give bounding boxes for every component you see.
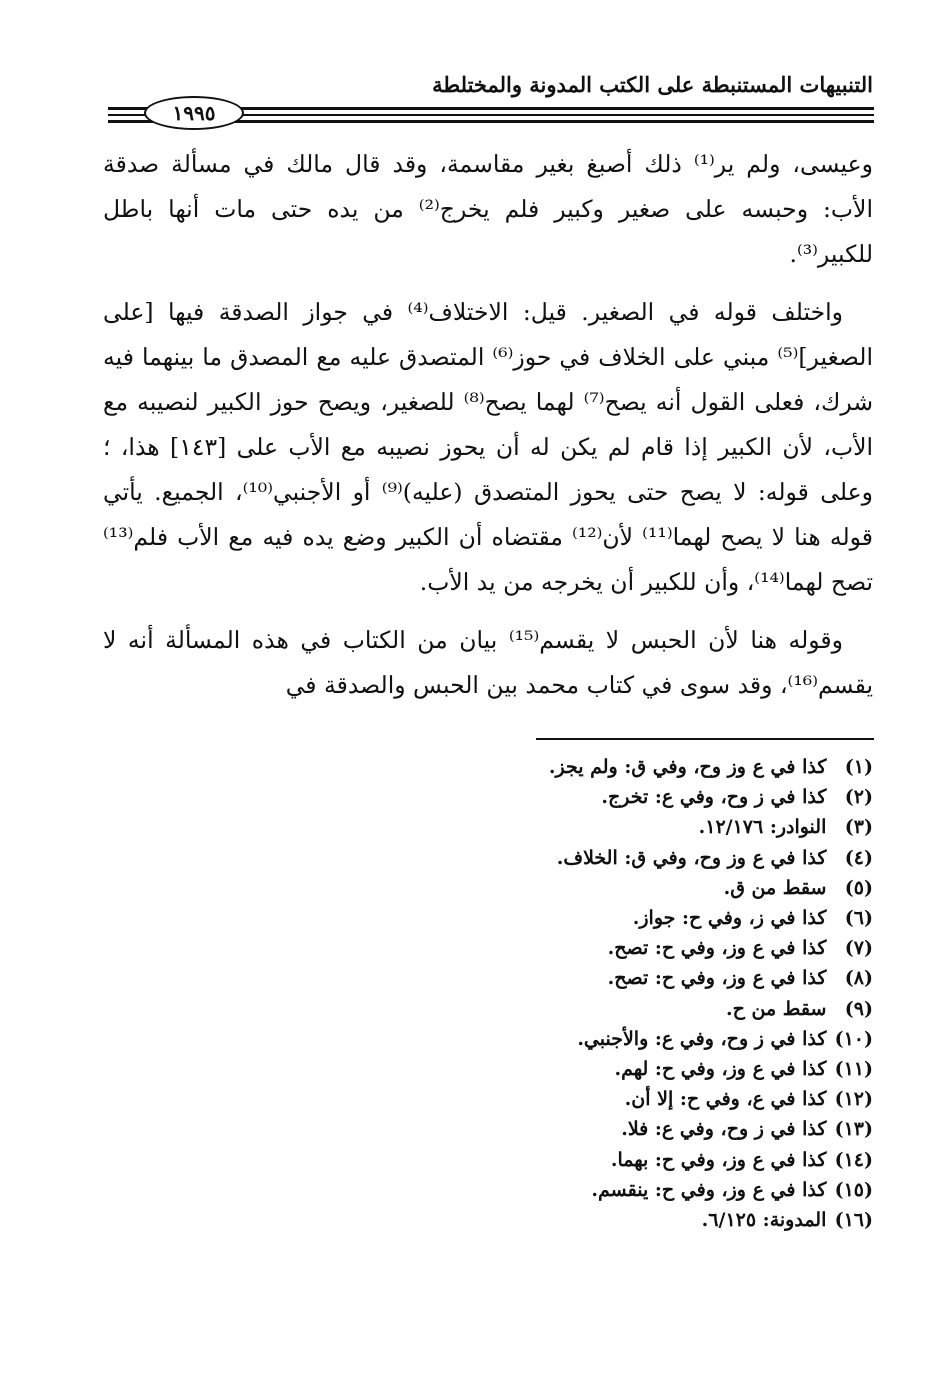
footnote-number: (١٠) — [834, 1027, 873, 1050]
footnote-text: كذا في ز وح، وفي ع: تخرج. — [601, 786, 827, 809]
footnote — [353, 903, 873, 933]
footnote-text: كذا في ز وح، وفي ع: فلا. — [621, 1118, 827, 1141]
footnote-number: (١٥) — [834, 1178, 873, 1201]
footnote-number: (١٦) — [834, 1209, 873, 1232]
footnote-number: (٥) — [844, 876, 873, 899]
running-title: التنبيهات المستنبطة على الكتب المدونة والمختلطة — [432, 72, 873, 97]
footnote — [353, 873, 873, 903]
footnote-text: كذا في ع وز، وفي ح: بهما. — [610, 1148, 827, 1171]
footnote-text: كذا في ع وز، وفي ح: تصح. — [607, 967, 827, 990]
footnote-text: كذا في ع، وفي ح: إلا أن. — [624, 1088, 827, 1111]
body-text — [103, 142, 873, 721]
footnote — [353, 1145, 873, 1175]
footnote-number: (١٤) — [834, 1148, 873, 1171]
footnote-text: كذا في ع وز، وفي ح: تصح. — [607, 937, 827, 960]
footnote — [353, 963, 873, 993]
footnote-text: المدونة: ٦/١٢٥. — [701, 1209, 827, 1232]
footnote-number: (٤) — [844, 846, 873, 869]
footnote-text: سقط من ح. — [726, 997, 827, 1020]
footnote-number: (١١) — [834, 1058, 873, 1081]
footnote-number: (٨) — [844, 967, 873, 990]
footnote — [353, 812, 873, 842]
footnote-text: كذا في ع وز وح، وفي ق: ولم يجز. — [548, 756, 827, 778]
footnote — [353, 1084, 873, 1114]
footnote — [353, 782, 873, 812]
paragraph: واختلف قوله في الصغير. قيل: الاختلاف⁽⁴⁾ في جواز الصدقة فيها [على الصغير]⁽⁵⁾ مبني على الخلاف في حوز⁽⁶⁾ المتصدق عليه مع المصدق ما بينهما فيه شرك، فعلى القول أنه يصح⁽⁷⁾ لهما يصح⁽⁸⁾ للصغير، ويصح حوز الكبير لنصيبه مع الأب، لأن الكبير إذا قام لم يكن له أن يحوز نصيبه مع الأب على [١٤٣] هذا، ؛ وعلى قوله: لا يصح حتى يحوز المتصدق (عليه)⁽⁹⁾ أو الأجنبي⁽¹⁰⁾، الجميع. يأتي قوله هنا لا يصح لهما⁽¹¹⁾ لأن⁽¹²⁾ مقتضاه أن الكبير وضع يده فيه مع الأب فلم⁽¹³⁾ تصح لهما⁽¹⁴⁾، وأن للكبير أن يخرجه من يد الأب. — [103, 298, 874, 596]
footnotes-list — [353, 752, 873, 1235]
footnote-text: سقط من ق. — [723, 876, 827, 899]
footnote-number: (١) — [844, 756, 873, 778]
footnote — [353, 752, 873, 782]
paragraph: وعيسى، ولم ير⁽¹⁾ ذلك أصبغ بغير مقاسمة، وقد قال مالك في مسألة صدقة الأب: وحبسه على صغير وكبير فلم يخرج⁽²⁾ من يده حتى مات أنها باطل للكبير⁽³⁾. — [103, 150, 873, 268]
footnote-text: النوادر: ١٢/١٧٦. — [698, 816, 827, 839]
footnote — [353, 843, 873, 873]
footnote-text: كذا في ع وز وح، وفي ق: الخلاف. — [556, 846, 827, 869]
footnote-number: (٣) — [844, 816, 873, 839]
footnote — [353, 1175, 873, 1205]
footnote — [353, 994, 873, 1024]
footnote-number: (١٢) — [834, 1088, 873, 1111]
footnote-number: (٧) — [844, 937, 873, 960]
footnote-number: (٩) — [844, 997, 873, 1020]
footnote-text: كذا في ز وح، وفي ع: والأجنبي. — [577, 1027, 827, 1050]
footnote-number: (٦) — [844, 907, 873, 930]
footnote — [353, 1054, 873, 1084]
footnote — [353, 1205, 873, 1235]
footnote-text: كذا في ز، وفي ح: جواز. — [632, 907, 827, 930]
footnote — [353, 933, 873, 963]
footnote-text: كذا في ع وز، وفي ح: ينقسم. — [591, 1178, 827, 1201]
footnote-separator — [536, 738, 874, 740]
footnote-text: كذا في ع وز، وفي ح: لهم. — [614, 1058, 827, 1081]
footnote-number: (٢) — [844, 786, 873, 809]
footnote — [353, 1024, 873, 1054]
page-number: ١٩٩٥ — [144, 96, 244, 130]
footnote-number: (١٣) — [834, 1118, 873, 1141]
footnote — [353, 1114, 873, 1144]
paragraph: وقوله هنا لأن الحبس لا يقسم⁽¹⁵⁾ بيان من الكتاب في هذه المسألة أنه لا يقسم⁽¹⁶⁾، وقد سوى في كتاب محمد بين الحبس والصدقة في — [103, 626, 873, 699]
